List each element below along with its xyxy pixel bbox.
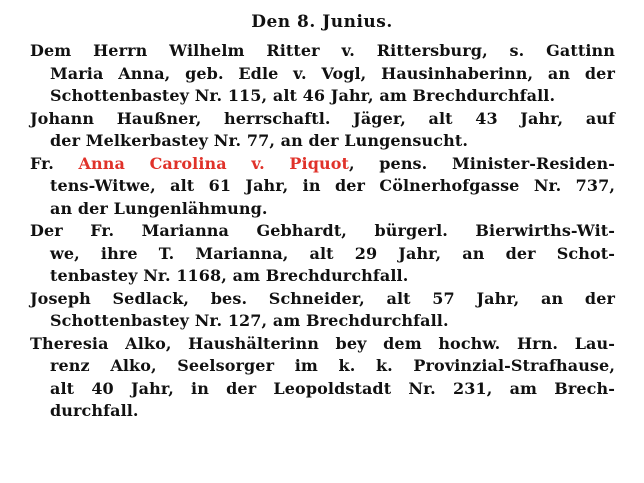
entry-line: renz Alko, Seelsorger im k. k. Provinzial-Strafhause, (50, 356, 615, 375)
date-heading: Den 8. Junius. (251, 12, 393, 32)
register-entry-highlighted (30, 153, 615, 221)
register-entry (30, 108, 615, 153)
entry-line: Schottenbastey Nr. 127, am Brechdurchfall. (50, 311, 449, 330)
highlighted-name: Anna Carolina v. Piquot (78, 153, 349, 173)
entry-line: Dem Herrn Wilhelm Ritter v. Rittersburg, s. Gattinn (30, 41, 615, 60)
entry-line: tenbastey Nr. 1168, am Brechdurchfall. (50, 266, 409, 285)
entry-line: alt 40 Jahr, in der Leopoldstadt Nr. 231, am Brech- (50, 378, 615, 398)
register-entry (30, 220, 615, 288)
register-entry (30, 288, 615, 333)
entry-line: an der Lungenlähmung. (50, 198, 268, 218)
entry-prefix: Fr. (30, 153, 79, 173)
entry-line: durchfall. (50, 401, 139, 420)
entry-line: der Melkerbastey Nr. 77, an der Lungensucht. (50, 131, 468, 150)
register-entry (30, 40, 615, 108)
entry-line: Maria Anna, geb. Edle v. Vogl, Hausinhaberinn, an der (50, 63, 615, 83)
entry-line: we, ihre T. Marianna, alt 29 Jahr, an der Schot- (50, 243, 615, 263)
death-register-entries (30, 40, 615, 423)
entry-line: Der Fr. Marianna Gebhardt, bürgerl. Bierwirths-Wit- (30, 221, 615, 240)
entry-line: Schottenbastey Nr. 115, alt 46 Jahr, am Brechdurchfall. (50, 86, 556, 105)
entry-line: tens-Witwe, alt 61 Jahr, in der Cölnerhofgasse Nr. 737, (50, 176, 615, 195)
entry-line: Johann Haußner, herrschaftl. Jäger, alt 43 Jahr, auf (30, 108, 615, 128)
entry-line: Theresia Alko, Haushälterinn bey dem hochw. Hrn. Lau- (30, 333, 615, 353)
entry-line: Joseph Sedlack, bes. Schneider, alt 57 Jahr, an der (30, 288, 615, 308)
entry-line (30, 153, 615, 176)
register-entry (30, 333, 615, 423)
entry-line-rest: , pens. Minister-Residen- (348, 153, 615, 173)
